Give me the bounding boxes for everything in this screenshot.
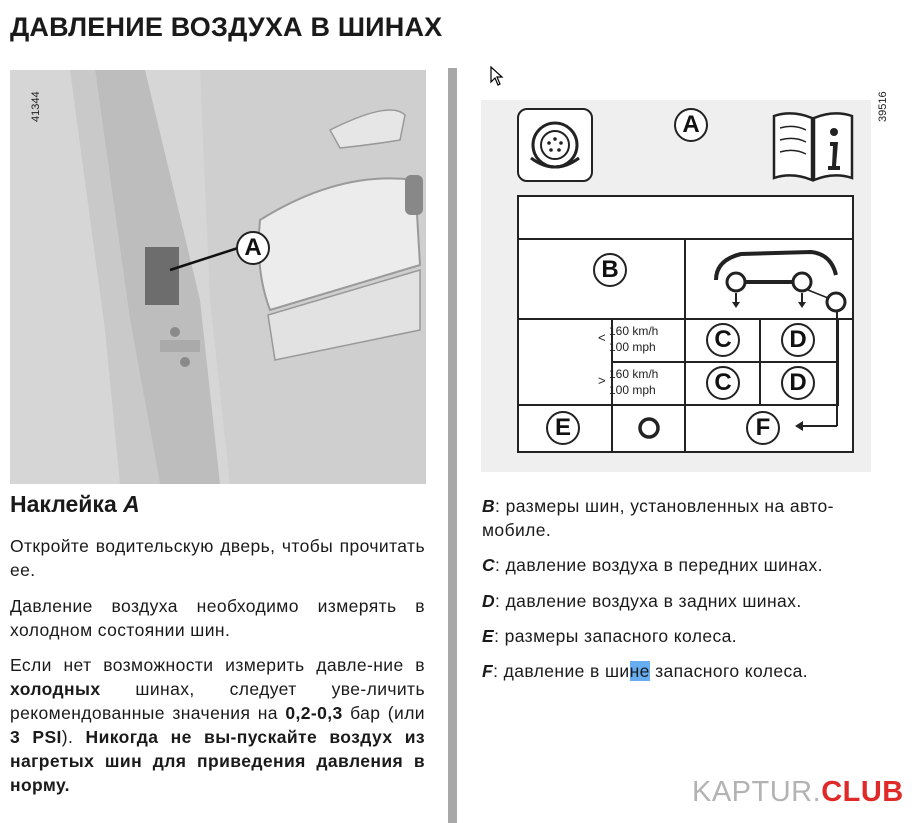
figure-number-left: 41344 (30, 91, 42, 122)
figure-number-right: 39516 (877, 91, 889, 122)
spare-wheel-icon (636, 415, 662, 441)
site-watermark: KAPTUR.CLUB (692, 776, 904, 808)
speed-row-high: > 160 km/h 100 mph (598, 367, 659, 397)
label-d-low: D (781, 323, 815, 357)
sticker-heading: Наклейка A (10, 491, 140, 517)
door-pillar-photo (10, 70, 426, 484)
spare-arrow-icon (791, 300, 851, 440)
legend-item-e: E: размеры запасного колеса. (482, 626, 738, 646)
callout-a-photo: A (236, 231, 270, 265)
label-b: B (593, 253, 627, 287)
legend-item-c: C: давление воздуха в передних шинах. (482, 555, 823, 575)
mouse-cursor-icon (490, 66, 504, 86)
paragraph-warning: Если нет возможности измерить давле-ние в холодных шинах, следует уве-личить рекомендованные значения на 0,2-0,3 бар (или 3 PSI). Никогда не вы-пускайте воздух из нагретых шин для приведения давления в норму. (10, 655, 425, 795)
legend-item-b: B: размеры шин, установленных на авто-мобиле. (482, 496, 834, 540)
column-divider (448, 68, 457, 823)
tyre-pressure-icon (517, 108, 593, 182)
manual-book-icon (770, 108, 856, 184)
label-c-low: C (706, 323, 740, 357)
speed-row-low: < 160 km/h 100 mph (598, 324, 659, 354)
legend-item-f: F: давление в шине запасного колеса. (482, 661, 809, 681)
paragraph-open-door: Откройте водительскую дверь, чтобы прочитать ее. (10, 536, 425, 580)
page-title: ДАВЛЕНИЕ ВОЗДУХА В ШИНАХ (10, 12, 443, 42)
label-f: F (746, 411, 780, 445)
text-selection-highlight[interactable]: не (629, 661, 650, 681)
paragraph-cold-tyres: Давление воздуха необходимо измерять в холодном состоянии шин. (10, 596, 425, 640)
tyre-label-diagram (481, 100, 871, 472)
label-c-high: C (706, 366, 740, 400)
label-d-high: D (781, 366, 815, 400)
label-e: E (546, 411, 580, 445)
label-a: A (674, 108, 708, 142)
legend-item-d: D: давление воздуха в задних шинах. (482, 591, 802, 611)
